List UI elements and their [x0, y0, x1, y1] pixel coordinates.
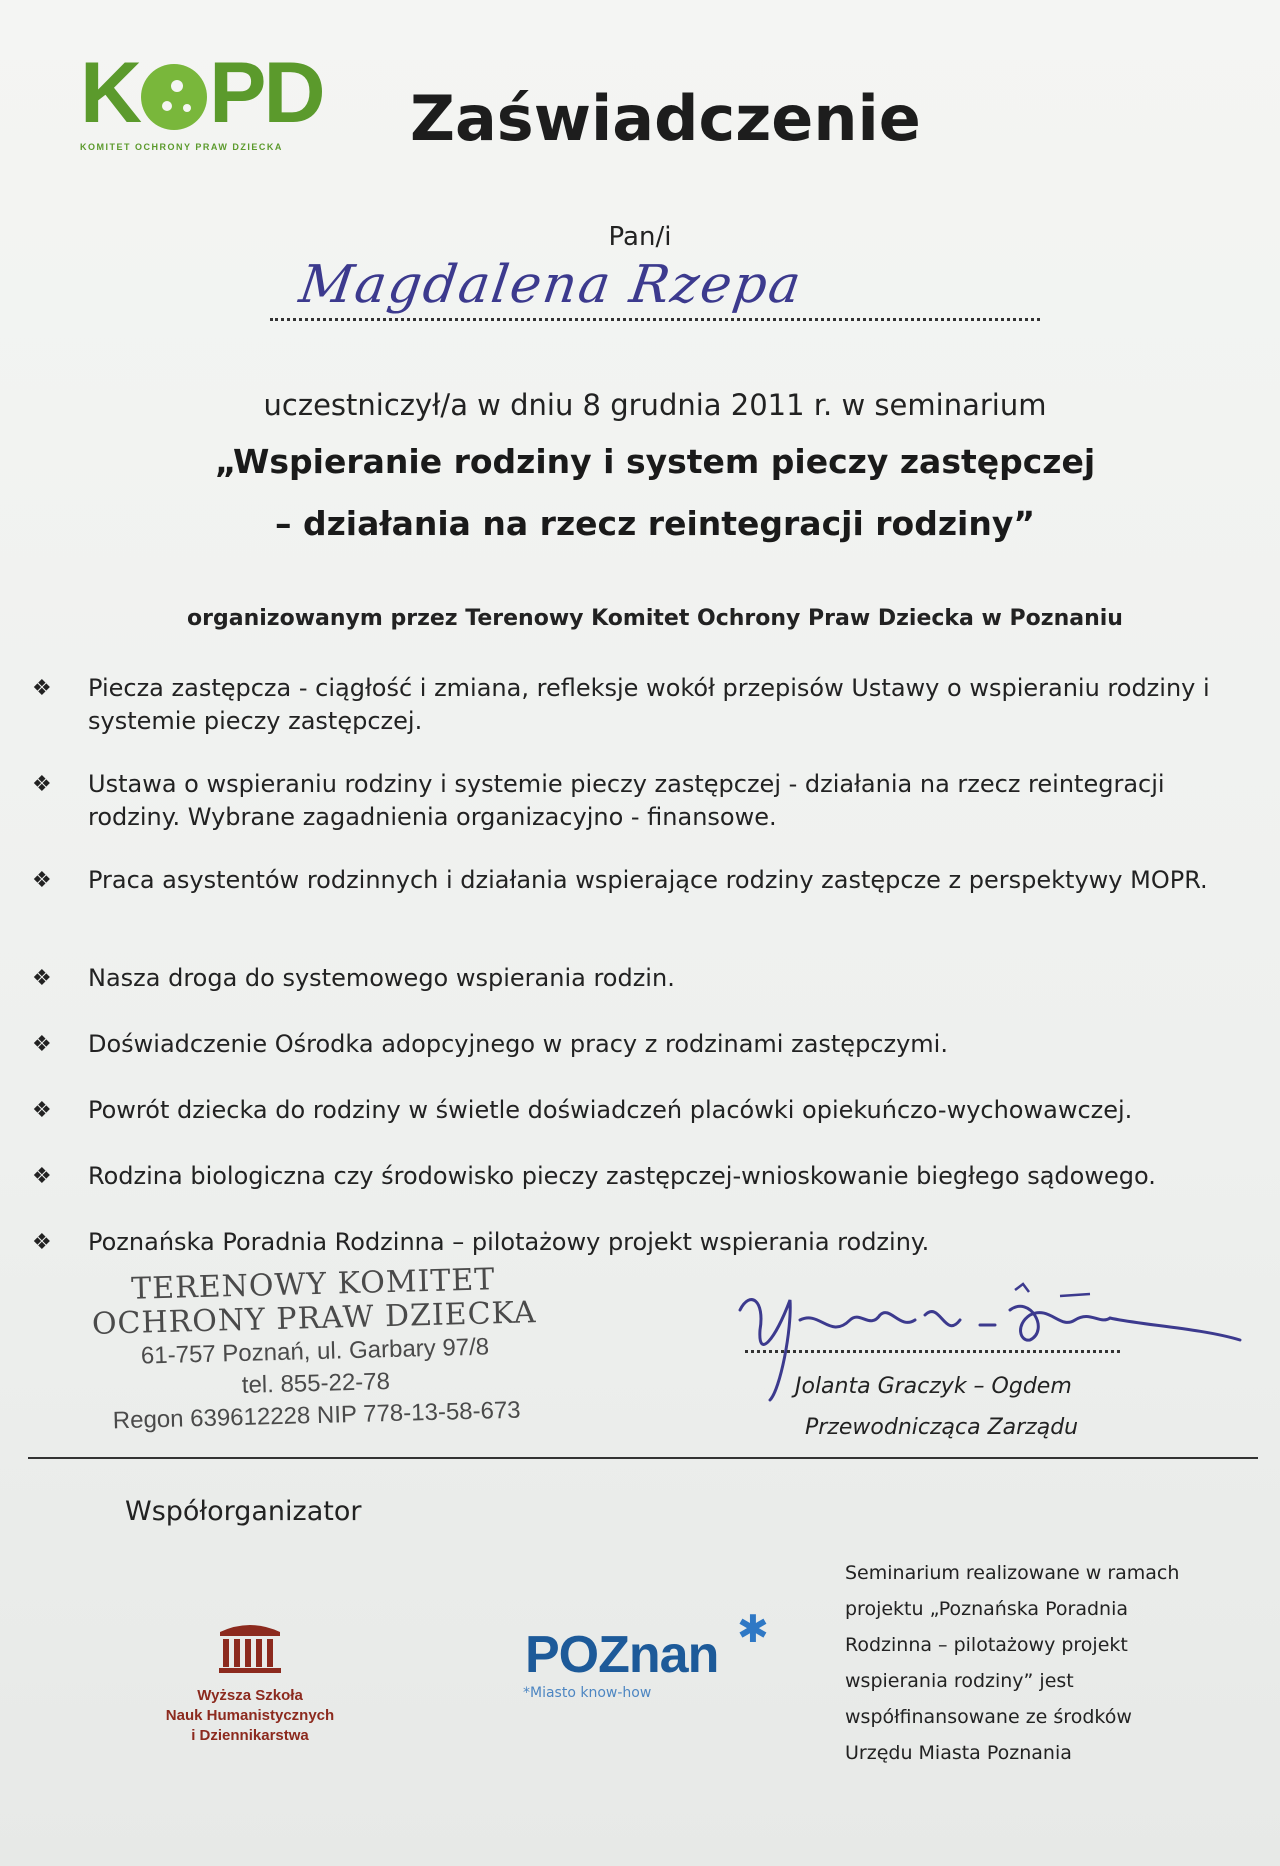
funding-note: Seminarium realizowane w ramach projektu „Poznańska Poradnia Rodzinna – pilotażowy projekt wspierania rodziny” jest współfinansowane ze środków Urzędu Miasta Poznania [845, 1562, 1180, 1764]
diamond-bullet-icon: ❖ [32, 1098, 52, 1123]
diamond-bullet-icon: ❖ [32, 868, 52, 893]
poznan-logo [523, 1607, 769, 1701]
poznan-wordmark: POZnan [525, 1626, 719, 1684]
topic-item: ❖ Powrót dziecka do rodziny w świetle doświadczeń placówki opiekuńczo-wychowawczej. [32, 1094, 1262, 1127]
organizer-text: organizowanym przez Terenowy Komitet Ochrony Praw Dziecka w Poznaniu [187, 606, 1123, 631]
topic-item: ❖ Rodzina biologiczna czy środowisko pieczy zastępczej-wnioskowanie biegłego sądowego. [32, 1160, 1262, 1193]
topic-item: ❖ Piecza zastępcza - ciągłość i zmiana, refleksje wokół przepisów Ustawy o wspieraniu rodziny i systemie pieczy zastępczej. [32, 672, 1262, 738]
topic-item: ❖ Poznańska Poradnia Rodzinna – pilotażowy projekt wspierania rodziny. [32, 1226, 1262, 1259]
topic-item: ❖ Ustawa o wspieraniu rodziny i systemie pieczy zastępczej - działania na rzecz reintegracji rodziny. Wybrane zagadnienia organizacyjno - finansowe. [32, 768, 1262, 834]
poznan-tagline: *Miasto know-how [523, 1685, 652, 1701]
name-dotted-line [270, 318, 1040, 321]
recipient-label: Pan/i [608, 222, 672, 252]
signatory-name: Jolanta Graczyk – Ogdem [795, 1374, 1072, 1399]
recipient-name-handwritten: Magdalena Rzepa [295, 255, 807, 315]
seminar-title-line-2: – działania na rzecz reintegracji rodziny” [274, 504, 1036, 543]
coorganizer-label: Współorganizator [125, 1496, 362, 1527]
kopd-logo-subtitle: KOMITET OCHRONY PRAW DZIECKA [80, 142, 283, 152]
signatory-role: Przewodnicząca Zarządu [805, 1415, 1079, 1440]
footer-divider [28, 1457, 1258, 1459]
wsnhid-logo: Wyższa Szkoła Nauk Humanistycznych i Dziennikarstwa [130, 1622, 370, 1746]
diamond-bullet-icon: ❖ [32, 1032, 52, 1057]
diamond-bullet-icon: ❖ [32, 676, 52, 701]
signature-dotted-line [745, 1350, 1120, 1353]
kopd-logo-mark: K PD [80, 45, 323, 141]
topic-item: ❖ Nasza droga do systemowego wspierania rodzin. [32, 962, 1262, 995]
diamond-bullet-icon: ❖ [32, 1164, 52, 1189]
participation-text: uczestniczył/a w dniu 8 grudnia 2011 r. w seminarium [263, 388, 1047, 422]
diamond-bullet-icon: ❖ [32, 966, 52, 991]
diamond-bullet-icon: ❖ [32, 772, 52, 797]
diamond-bullet-icon: ❖ [32, 1230, 52, 1255]
topic-item: ❖ Praca asystentów rodzinnych i działania wspierające rodziny zastępcze z perspektywy MOPR. [32, 864, 1262, 897]
seminar-title-line-1: „Wspieranie rodziny i system pieczy zastępczej [214, 442, 1096, 481]
kopd-logo [80, 45, 330, 152]
topic-item: ❖ Doświadczenie Ośrodka adopcyjnego w pracy z rodzinami zastępczymi. [32, 1028, 1262, 1061]
asterisk-icon: ✱ [737, 1607, 769, 1651]
child-face-icon [141, 64, 207, 130]
building-columns-icon [215, 1622, 285, 1674]
document-title: Zaświadczenie [410, 82, 921, 155]
organization-stamp: TERENOWY KOMITET OCHRONY PRAW DZIECKA 61-757 Poznań, ul. Garbary 97/8 tel. 855-22-78 Regon 639612228 NIP 778-13-58-673 [91, 1262, 537, 1435]
